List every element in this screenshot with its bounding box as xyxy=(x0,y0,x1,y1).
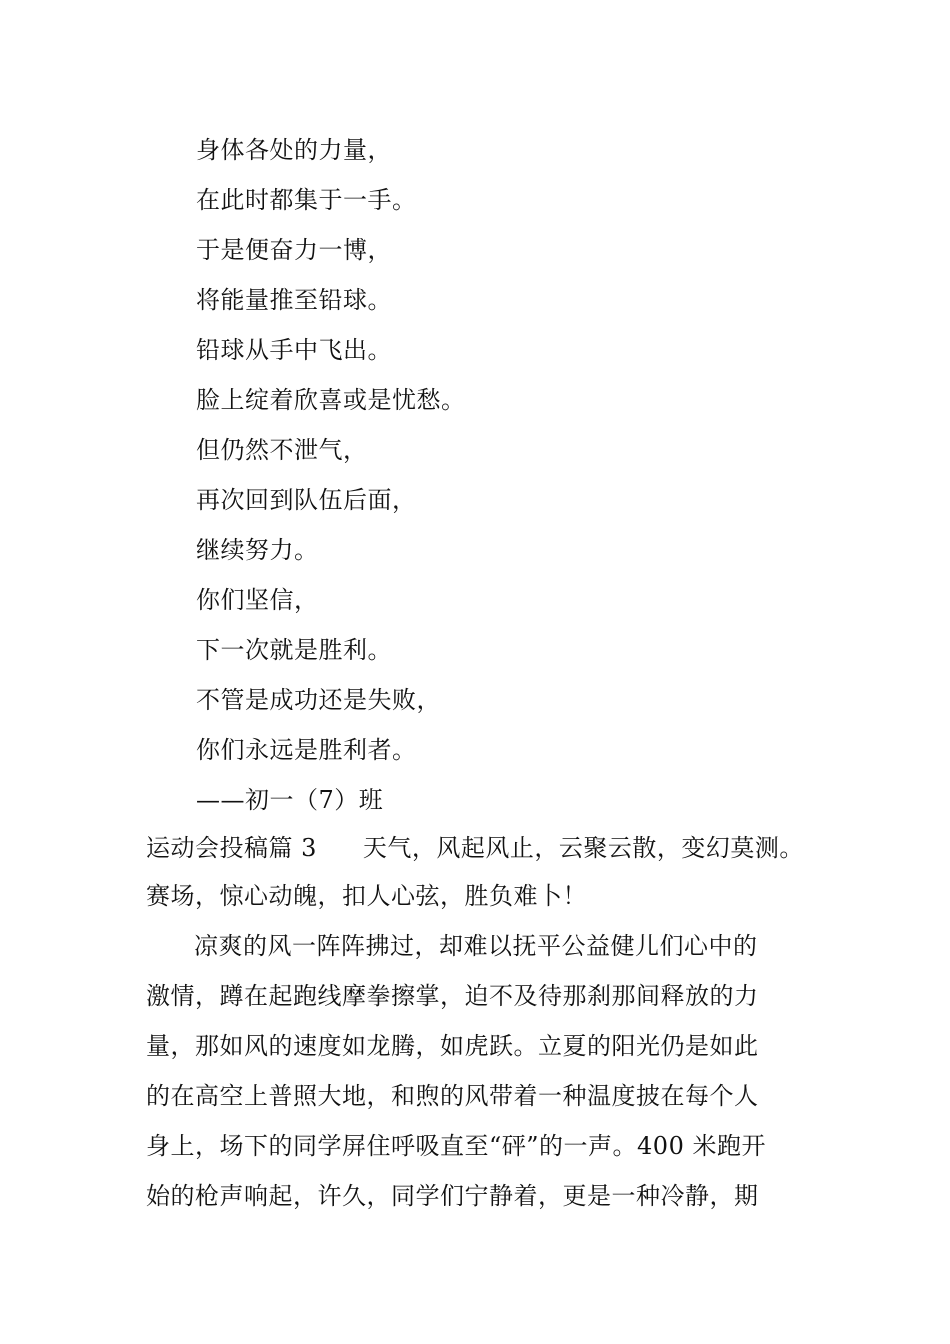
section-intro-line-2: 赛场，惊心动魄，扣人心弦，胜负难卜！ xyxy=(146,882,587,910)
poem-signature: ——初一（7）班 xyxy=(196,786,384,814)
poem-line: 在此时都集于一手。 xyxy=(196,186,417,214)
section-heading: 运动会投稿篇 3 xyxy=(146,834,317,862)
poem-line: 你们坚信， xyxy=(196,586,319,614)
poem-line: 继续努力。 xyxy=(196,536,319,564)
paragraph-line: 的在高空上普照大地，和煦的风带着一种温度披在每个人 xyxy=(146,1082,759,1110)
paragraph-line: 始的枪声响起，许久，同学们宁静着，更是一种冷静，期 xyxy=(146,1182,759,1210)
paragraph-line: 凉爽的风一阵阵拂过，却难以抚平公益健儿们心中的 xyxy=(194,932,758,960)
poem-line: 铅球从手中飞出。 xyxy=(196,336,392,364)
paragraph-line: 激情，蹲在起跑线摩拳擦掌，迫不及待那刹那间释放的力 xyxy=(146,982,759,1010)
section-intro-line-1: 天气，风起风止，云聚云散，变幻莫测。 xyxy=(362,834,804,862)
poem-line: 于是便奋力一博， xyxy=(196,236,392,264)
section-heading-line xyxy=(146,832,804,864)
poem-line: 身体各处的力量， xyxy=(196,136,392,164)
poem-line: 你们永远是胜利者。 xyxy=(196,736,417,764)
poem-line: 将能量推至铅球。 xyxy=(196,286,392,314)
paragraph-line: 量，那如风的速度如龙腾，如虎跃。立夏的阳光仍是如此 xyxy=(146,1032,759,1060)
poem-line: 脸上绽着欣喜或是忧愁。 xyxy=(196,386,466,414)
poem-line: 但仍然不泄气， xyxy=(196,436,368,464)
poem-line: 再次回到队伍后面， xyxy=(196,486,417,514)
paragraph-line: 身上，场下的同学屏住呼吸直至“砰”的一声。400 米跑开 xyxy=(146,1132,766,1160)
poem-line: 下一次就是胜利。 xyxy=(196,636,392,664)
poem-line: 不管是成功还是失败， xyxy=(196,686,441,714)
